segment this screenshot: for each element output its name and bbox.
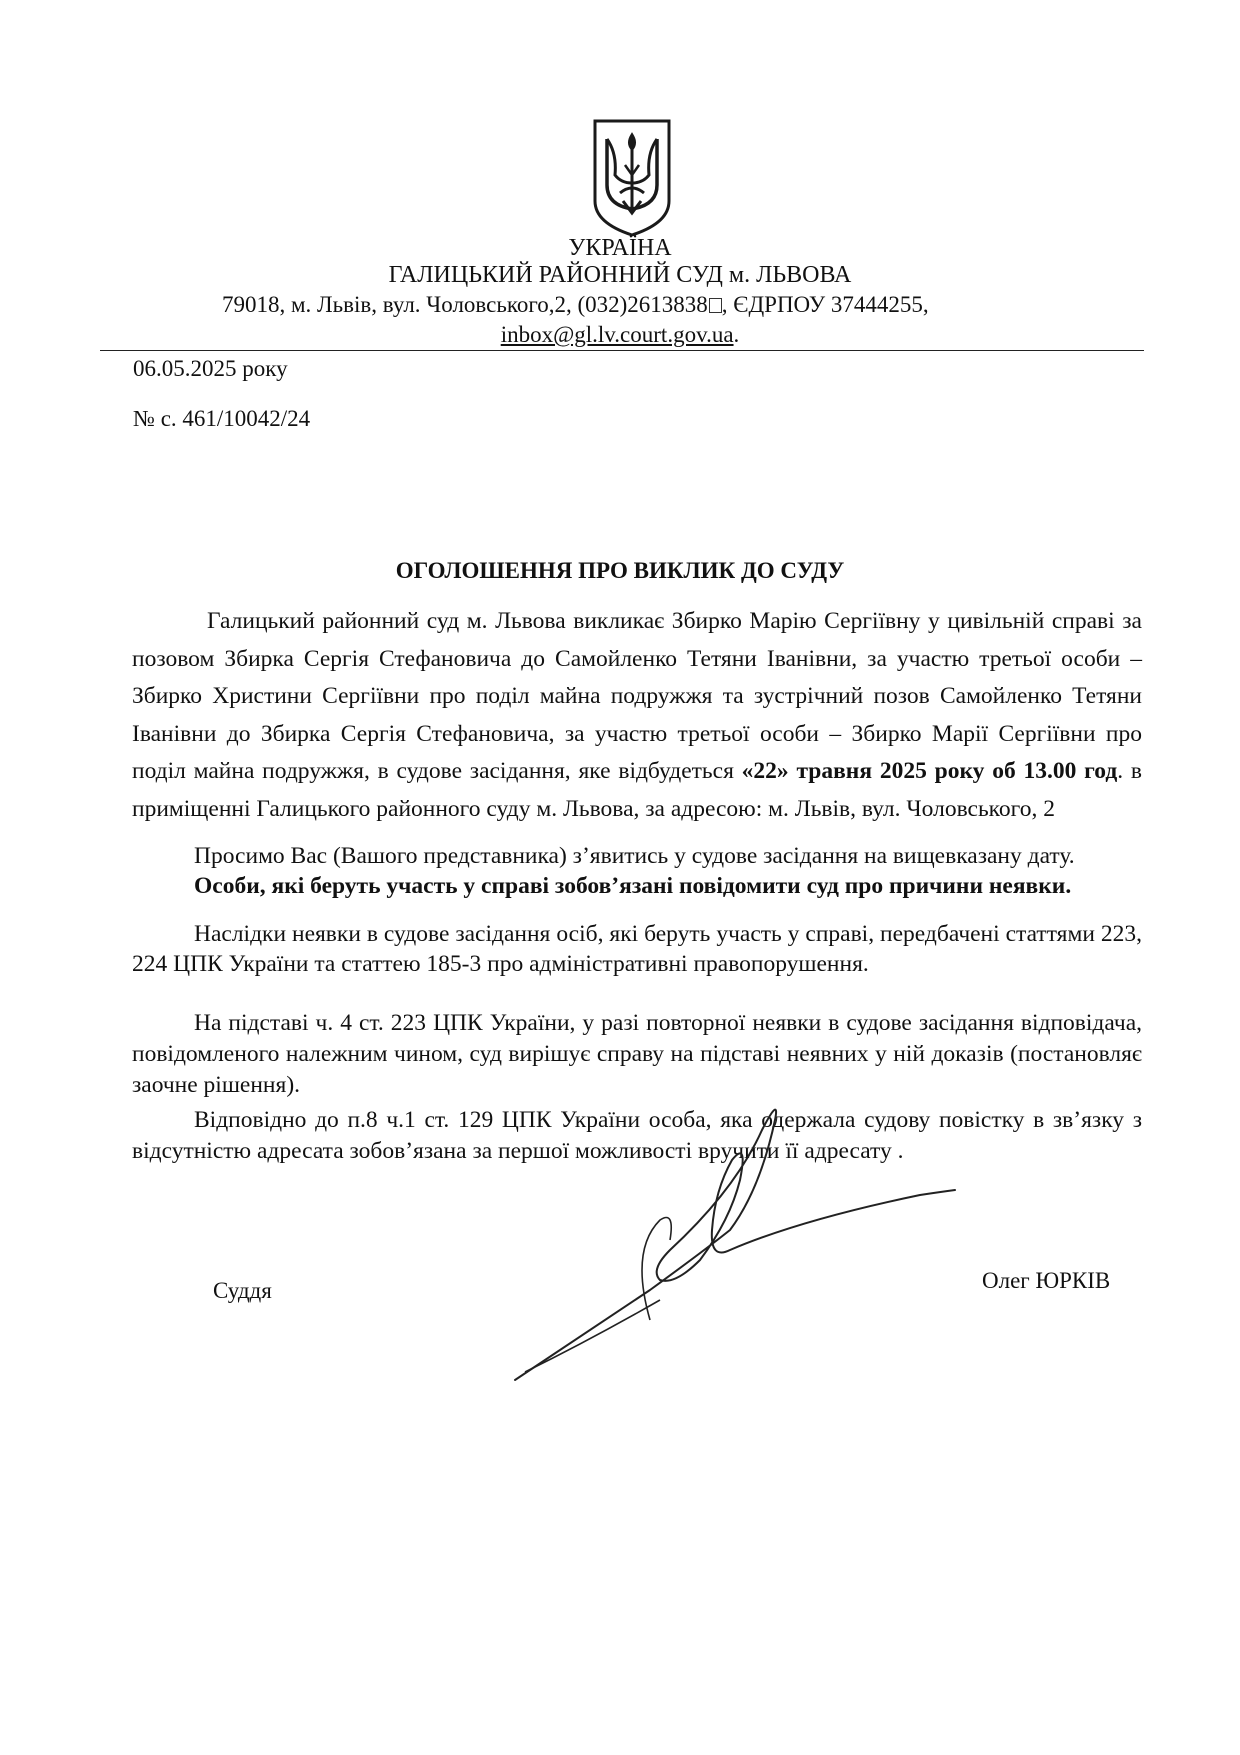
consequences-paragraph: Наслідки неявки в судове засідання осіб, які беруть участь у справі, передбачені статтями 223, 224 ЦПК України та статтею 185-3 про адміністративні правопорушення. xyxy=(132,921,1142,977)
case-number: № с. 461/10042/24 xyxy=(133,406,311,431)
default-judgment-paragraph: На підставі ч. 4 ст. 223 ЦПК України, у разі повторної неявки в судове засідання відповідача, повідомленого належним чином, суд вирішує справу на підставі неявних у ній доказів (постановляє заочне рішення). xyxy=(132,1010,1142,1098)
address-text: 79018, м. Львів, вул. Чоловського,2, (032)2613838 xyxy=(222,292,708,317)
court-email-link[interactable]: inbox@gl.lv.court.gov.ua xyxy=(500,322,734,347)
court-name: ГАЛИЦЬКИЙ РАЙОННИЙ СУД м. ЛЬВОВА xyxy=(388,262,852,288)
hearing-location: . в приміщенні Галицького районного суду м. Львова, за адресою: м. Львів, вул. Чоловського, 2 xyxy=(132,758,1142,822)
absence-notice-requirement: Особи, які беруть участь у справі зобов’язані повідомити суд про причини неявки. xyxy=(194,873,1072,899)
summons-text: Галицький районний суд м. Львова викликає Збирко Марію Сергіївну у цивільній справі за позовом Збирка Сергія Стефановича до Самойленко Тетяни Іванівни, за участю третьої особи – Збирко Христини Сергіївни про поділ майна подружжя та зустрічний позов Самойленко Тетяни Іванівни до Збирка Сергія Стефановича, за участю третьої особи – Збирко Марії Сергіївни про поділ майна подружжя xyxy=(132,608,1142,784)
phone-icon xyxy=(709,298,722,313)
handwritten-signature xyxy=(500,1100,960,1400)
summons-separator: , в судове засідання, яке відбудеться xyxy=(363,758,742,784)
summons-paragraph xyxy=(132,603,1142,828)
trident-emblem-icon xyxy=(587,113,677,239)
edrpou-text: , ЄДРПОУ 37444255, xyxy=(721,292,929,317)
document-title: ОГОЛОШЕННЯ ПРО ВИКЛИК ДО СУДУ xyxy=(395,558,845,583)
judge-title: Суддя xyxy=(213,1278,272,1303)
attendance-paragraph xyxy=(132,841,1142,901)
hearing-datetime: «22» травня 2025 року об 13.00 год xyxy=(741,758,1118,784)
delivery-obligation-paragraph: Відповідно до п.8 ч.1 ст. 129 ЦПК України особа, яка одержала судову повістку в зв’язку з відсутністю адресата зобов’язана за першої можливості вручити її адресату . xyxy=(132,1107,1142,1164)
header-divider xyxy=(100,350,1144,351)
document-date: 06.05.2025 року xyxy=(133,356,288,381)
court-email-line: inbox@gl.lv.court.gov.ua. xyxy=(500,322,740,347)
country-name: УКРАЇНА xyxy=(568,235,672,261)
court-address xyxy=(222,292,929,318)
attendance-request: Просимо Вас (Вашого представника) з’явитись у судове засідання на вищевказану дату. xyxy=(194,843,1075,869)
judge-name: Олег ЮРКІВ xyxy=(982,1268,1111,1293)
